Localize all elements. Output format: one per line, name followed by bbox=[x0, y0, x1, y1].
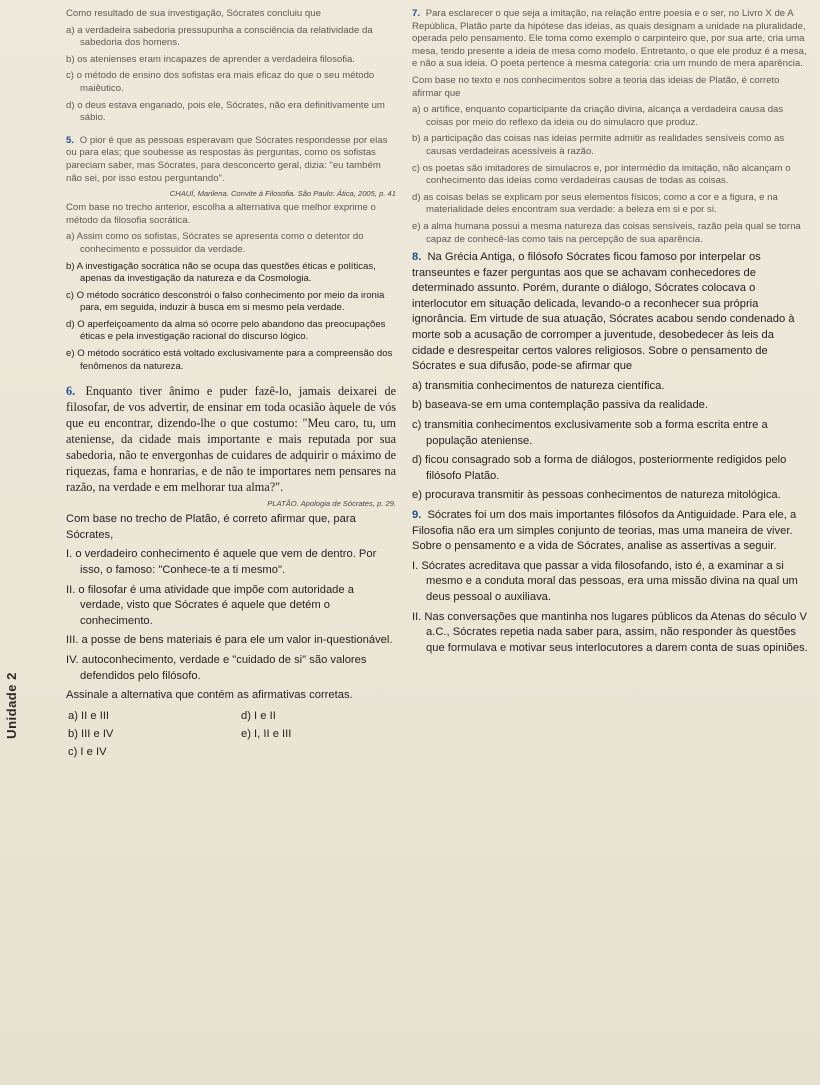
question-9-number: 9. bbox=[412, 509, 422, 521]
left-column bbox=[66, 8, 396, 760]
question-8-text: Na Grécia Antiga, o filósofo Sócrates ficou famoso por interpelar os transeuntes e fazer perguntas aos que se achavam conhecedores de determinado assunto. Porém, durante o diálogo, Sócrates colocava o interlocutor em situação delicada, levando-o a reconhecer sua própria ignorância. Em virtude de sua atuação, Sócrates acabou sendo condenado à morte sob a acusação de corromper a juventude, desobedecer às leis da cidade e desrespeitar certos valores religiosos. Sobre o pensamento de Sócrates e sua difusão, pode-se afirmar que bbox=[412, 251, 795, 373]
q5-option-e: e) O método socrático está voltado exclusivamente para a compreensão dos fenômenos da natureza. bbox=[66, 348, 393, 372]
question-6-choices bbox=[66, 708, 396, 760]
q7-option-c: c) os poetas são imitadores de simulacros e, por intermédio da imitação, não alcançam o conhecimento das ideias como verdadeiras causas de todas as coisas. bbox=[412, 162, 791, 187]
question-6-number: 6. bbox=[66, 384, 76, 399]
question-6-source: PLATÃO. Apologia de Sócrates, p. 29. bbox=[267, 499, 396, 509]
q9-item-1: I. Sócrates acreditava que passar a vida filosofando, isto é, a examinar a si mesmo e a conduta moral das pessoas, era uma missão divina na qual um deus pessoal o auxiliava. bbox=[412, 559, 798, 603]
q9-item-2: II. Nas conversações que mantinha nos lugares públicos da Atenas do século V a.C., Sócrates repetia nada saber para, assim, não responder às questões que formulava e motivar seus interlocutores a darem conta de suas opiniões. bbox=[412, 610, 808, 654]
q6-item-3: III. a posse de bens materiais é para ele um valor in-questionável. bbox=[66, 634, 393, 647]
q7-option-e: e) a alma humana possui a mesma natureza das coisas sensíveis, razão pela qual se torna capaz de conhecê-las como tais na percepção de sua aparência. bbox=[412, 220, 801, 245]
question-6-quote bbox=[66, 383, 396, 495]
question-4-stem: Como resultado de sua investigação, Sócrates concluiu que bbox=[66, 8, 321, 19]
q8-option-e: e) procurava transmitir às pessoas conhecimentos de natureza mitológica. bbox=[412, 489, 781, 502]
q6-choice-b: b) III e IV bbox=[68, 727, 114, 740]
q4-option-b: b) os atenienses eram incapazes de aprender a verdadeira filosofia. bbox=[66, 53, 356, 65]
q6-choice-a: a) II e III bbox=[68, 709, 110, 722]
question-9 bbox=[412, 508, 808, 656]
question-6 bbox=[66, 383, 396, 760]
q8-option-c: c) transmitia conhecimentos exclusivamente sob a forma escrita entre a população ateniense. bbox=[412, 419, 768, 447]
question-8-number: 8. bbox=[412, 251, 422, 264]
q8-option-d: d) ficou consagrado sob a forma de diálogos, posteriormente redigidos pelo filósofo Platão. bbox=[412, 454, 787, 482]
question-6-instruction: Assinale a alternativa que contém as afirmativas corretas. bbox=[66, 689, 353, 702]
q8-option-a: a) transmitia conhecimentos de natureza científica. bbox=[412, 379, 665, 392]
question-7 bbox=[412, 8, 808, 246]
question-8-stem bbox=[412, 250, 808, 375]
q6-choice-c: c) I e IV bbox=[68, 745, 107, 758]
q5-option-b: b) A investigação socrática não se ocupa das questões éticas e políticas, apenas da investigação da natureza e da Cosmologia. bbox=[66, 260, 376, 285]
question-5 bbox=[66, 135, 396, 374]
question-6-prompt: Com base no trecho de Platão, é correto afirmar que, para Sócrates, bbox=[66, 513, 356, 541]
question-7-stem bbox=[412, 8, 808, 71]
right-column bbox=[412, 8, 808, 660]
q4-option-d: d) o deus estava enganado, pois ele, Sócrates, não era definitivamente um sábio. bbox=[66, 99, 385, 124]
question-5-prompt: Com base no trecho anterior, escolha a alternativa que melhor exprime o método da filosofia socrática. bbox=[66, 202, 376, 226]
question-7-text: Para esclarecer o que seja a imitação, na relação entre poesia e o ser, no Livro X de A República, Platão parte da hipótese das ideias, as quais designam a unidade na pluralidade, operada pelo pensamento. Ele toma como exemplo o carpinteiro que, por sua arte, cria uma mesa, tendo presente a ideia de mesa como modelo. Entretanto, o que ele produz é a mesa, e não a sua ideia. O poeta pertence à mesma categoria: cria um mundo de mera aparência. bbox=[412, 8, 807, 70]
q7-option-b: b) a participação das coisas nas ideias permite admitir as realidades sensíveis como as causas verdadeiras acessíveis à razão. bbox=[412, 133, 785, 157]
q7-option-d: d) as coisas belas se explicam por seus elementos físicos, como a cor e a figura, e na materialidade deles encontram sua verdade: a beleza em si e por si. bbox=[412, 191, 778, 216]
q6-item-2: II. o filosofar é uma atividade que impõe com autoridade a verdade, visto que Sócrates é aquele que detém o conhecimento. bbox=[66, 583, 354, 627]
unit-side-label: Unidade 2 bbox=[3, 671, 19, 739]
question-9-stem bbox=[412, 508, 808, 555]
question-5-source: CHAUÍ, Marilena. Convite à Filosofia. São Paulo: Ática, 2005, p. 41 bbox=[169, 189, 396, 199]
q5-option-c: c) O método socrático desconstrói o falso conhecimento por meio da ironia para, em seguida, induzir à busca em si mesmo pela verdade. bbox=[66, 289, 385, 314]
q6-item-4: IV. autoconhecimento, verdade e "cuidado de si" são valores defendidos pelo filósofo. bbox=[66, 654, 367, 682]
question-8 bbox=[412, 250, 808, 504]
q5-option-a: a) Assim como os sofistas, Sócrates se apresenta como o detentor do conhecimento e possuidor da verdade. bbox=[66, 231, 364, 255]
q4-option-a: a) a verdadeira sabedoria pressupunha a consciência da relatividade da sabedoria dos homens. bbox=[66, 24, 373, 49]
question-9-text: Sócrates foi um dos mais importantes filósofos da Antiguidade. Para ele, a Filosofia não era um simples conjunto de teorias, mas uma maneira de viver. Sobre o pensamento e a vida de Sócrates, analise as assertivas a seguir. bbox=[412, 509, 797, 553]
q4-option-c: c) o método de ensino dos sofistas era mais eficaz do que o seu método maiêutico. bbox=[66, 70, 375, 94]
question-7-number: 7. bbox=[412, 8, 421, 19]
question-7-prompt: Com base no texto e nos conhecimentos sobre a teoria das ideias de Platão, é correto afirmar que bbox=[412, 74, 780, 99]
q6-choice-d: d) I e II bbox=[241, 709, 276, 722]
q6-item-1: I. o verdadeiro conhecimento é aquele que vem de dentro. Por isso, o famoso: "Conhece-te a ti mesmo". bbox=[66, 548, 377, 577]
question-5-number: 5. bbox=[66, 134, 75, 146]
q5-option-d: d) O aperfeiçoamento da alma só ocorre pelo abandono das preocupações éticas e pela investigação racional do discurso lógico. bbox=[66, 318, 386, 343]
question-5-text: O pior é que as pessoas esperavam que Sócrates respondesse por elas ou para elas; que soubesse as respostas às perguntas, como os sofistas pareciam saber, mas Sócrates, para desconcerto geral, dizia: "eu também não sei, por isso estou perguntando". bbox=[66, 134, 388, 184]
question-5-stem bbox=[66, 135, 396, 185]
q8-option-b: b) baseava-se em uma contemplação passiva da realidade. bbox=[412, 399, 709, 412]
q7-option-a: a) o artífice, enquanto coparticipante da criação divina, alcança a verdadeira causa das coisas por meio do reflexo da ideia ou do simulacro que produz. bbox=[412, 104, 784, 128]
question-4-tail bbox=[66, 8, 396, 125]
question-6-quote-text: Enquanto tiver ânimo e puder fazê-lo, jamais deixarei de filosofar, de vos advertir, de ensinar em toda ocasião àquele de vós que eu encontrar, dizendo-lhe o que costumo: "Meu caro, tu, um ateniense, da cidade mais importante e mais reputada por sua sabedoria, não te envergonhas de cuidares de adquirir o máximo de riquezas, fama e honrarias, e de não te importares nem pensares na razão, na verdade e em melhorar tua alma?". bbox=[66, 384, 396, 495]
q6-choice-e: e) I, II e III bbox=[241, 727, 292, 740]
